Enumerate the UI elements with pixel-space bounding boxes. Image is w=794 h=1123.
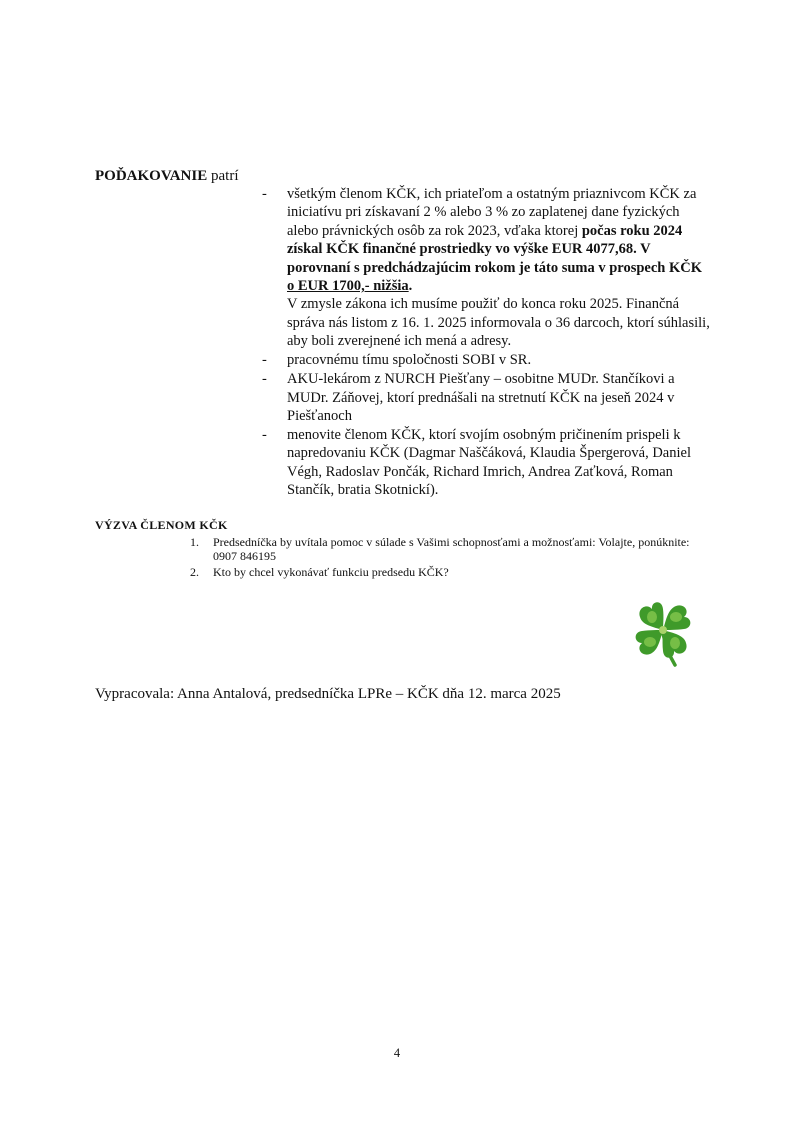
call-item-text: Predsedníčka by uvítala pomoc v súlade s Vašimi schopnosťami a možnosťami: Volajte, ponúknite: 0907 846195 (213, 535, 690, 563)
item1-bold: počas roku 2024 získal KČK finančné prostriedky vo výške EUR 4077,68. V porovnaní s predchádzajúcim rokom je táto suma v prospech KČK (287, 222, 703, 276)
list-item (262, 426, 712, 500)
page-number: 4 (393, 1046, 401, 1060)
list-item (190, 565, 700, 579)
thanks-title-rest: patrí (207, 168, 239, 184)
dash-marker: - (262, 186, 267, 202)
call-heading: VÝZVA ČLENOM KČK (95, 518, 228, 532)
dash-marker: - (262, 371, 267, 388)
dash-marker: - (262, 427, 267, 444)
call-item-text: Kto by chcel vykonávať funkciu predsedu KČK? (213, 564, 449, 579)
item1-text: všetkým členom KČK, ich priateľom a ostatným priaznivcom KČK za iniciatívu pri získavaní 2 % alebo 3 % zo zaplatenej dane fyzických alebo právnických osôb za rok 2023, vďaka ktorej (287, 186, 697, 239)
list-item (262, 351, 712, 369)
item1-text-2: V zmysle zákona ich musíme použiť do konca roku 2025. Finančná správa nás listom z 16. 1. 2025 informovala o 36 darcoch, ktorí súhlasili, aby boli zverejnené ich mená a adresy. (287, 296, 710, 350)
thanks-title: POĎAKOVANIE (95, 168, 208, 184)
item1-bold-underlined: o EUR 1700,- nižšia (287, 278, 409, 295)
call-list (190, 535, 700, 580)
thanks-heading (95, 168, 239, 185)
thanks-list (262, 185, 712, 500)
dash-marker: - (262, 352, 267, 369)
item2-text: pracovnému tímu spoločnosti SOBI v SR. (287, 352, 532, 369)
list-item (190, 535, 700, 563)
item4-text: menovite členom KČK, ktorí svojím osobným pričinením prispeli k napredovaniu KČK (Dagmar Naščáková, Klaudia Špergerová, Daniel Végh, Radoslav Pončák, Richard Imrich, Andrea Zaťková, Roman Stančík, bratia Skotnickí). (287, 427, 691, 499)
item-number: 1. (190, 535, 199, 549)
list-item (262, 370, 712, 425)
four-leaf-clover-icon (628, 595, 698, 667)
list-item (262, 185, 712, 351)
item3-text: AKU-lekárom z NURCH Piešťany – osobitne MUDr. Stančíkovi a MUDr. Záňovej, ktorí prednášali na stretnutí KČK na jeseň 2024 v Piešťanoch (287, 371, 675, 425)
item1-bold-end: . (408, 278, 413, 295)
footer-signature: Vypracovala: Anna Antalová, predsedníčka LPRe – KČK dňa 12. marca 2025 (95, 686, 561, 702)
item-number: 2. (190, 564, 199, 579)
